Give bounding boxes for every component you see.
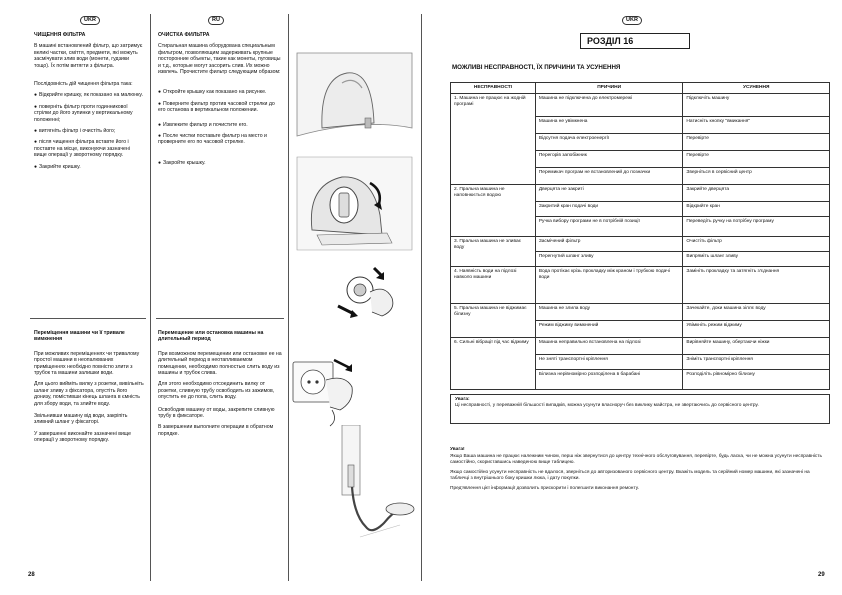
fault-cell: 2. Пральна машина не наповнюється водою xyxy=(451,185,536,237)
section-title: МОЖЛИВІ НЕСПРАВНОСТІ, ЇХ ПРИЧИНИ ТА УСУНЕННЯ xyxy=(452,64,621,71)
ru-move-text: При возможном перемещении или остановке ее на длительный период в неотапливаемом помещении, необходимо полностью слить воду из машины и трубок слива. xyxy=(158,350,282,377)
cause-cell: Дверцята не закриті xyxy=(535,185,683,202)
uk-move-text: Звільнивши машину від води, закріпіть зливний шланг у фіксаторі. xyxy=(34,413,128,426)
fix-cell: Відкрийте кран xyxy=(683,202,830,217)
cause-cell: Перегнутий шланг зливу xyxy=(535,252,683,267)
fix-cell: Вирівняйте машину, обертаючи ніжки xyxy=(683,338,830,355)
cause-cell: Ручка вибору програми не в потрібній позиції xyxy=(535,217,683,237)
table-row xyxy=(451,304,830,321)
cause-cell: Перемикач програм не встановлений до позначки xyxy=(535,168,683,185)
cause-cell: Не зняті транспортні кріплення xyxy=(535,355,683,370)
ru-step: ● После чистки поставьте фильтр на место и проверните его по часовой стрелке. xyxy=(158,133,282,146)
table-row xyxy=(451,267,830,304)
ru-move-text: Для этого необходимо отсоединить вилку от розетки, сливную трубу освободить из зажимов, опустить ее до пола, слить воду. xyxy=(158,381,275,401)
illustration-divider xyxy=(288,14,289,581)
cause-cell: Перегорів запобіжник xyxy=(535,151,683,168)
fix-cell: Закрийте дверцята xyxy=(683,185,830,202)
drain-hose-illustration xyxy=(340,425,420,553)
table-row xyxy=(451,185,830,202)
uk-step: ● після чищення фільтра вставте його і поставте на місце, виконуючи зазначені вище операції у зворотному порядку. xyxy=(34,139,144,158)
section-number: РОЗДІЛ 16 xyxy=(580,33,690,49)
fault-cell: 6. Сильні вібрації під час віджиму xyxy=(451,338,536,390)
fix-cell: Увімкніть режим віджиму xyxy=(683,321,830,338)
ru-move-text: Освободив машину от воды, закрепите сливную трубу в фиксаторе. xyxy=(158,406,275,420)
fix-cell: Зачекайте, доки машина зіллє воду xyxy=(683,304,830,321)
fault-cell: 3. Пральна машина не зливає воду xyxy=(451,237,536,267)
fault-cell: 1. Машина не працює на жодній програмі xyxy=(451,94,536,185)
uk-step: ● поверніть фільтр проти годинникової стрілки до його зупинки у вертикальному положенні; xyxy=(34,104,144,123)
fault-cell: 5. Пральна машина не віджимає білизну xyxy=(451,304,536,338)
page-number-left: 28 xyxy=(28,572,35,578)
right-separator xyxy=(156,318,284,319)
center-divider xyxy=(421,14,422,581)
attention-note xyxy=(450,394,830,424)
troubleshooting-table xyxy=(450,82,830,390)
service-info-paragraph: Якщо самостійно усунути несправність не вдалося, зверніться до авторизованого сервісного центру. Вкажіть модель та серійний номер машини, які зазначені на табличці з внутрішнього боку кришки люка, і дату покупки. xyxy=(450,470,810,481)
uk-move-text: При можливих переміщеннях чи тривалому простої машини в неопалюваних приміщеннях необхідно повністю злити з трубок та машини залишки води. xyxy=(34,350,140,377)
ru-column xyxy=(158,32,282,171)
uk-move-column xyxy=(34,330,144,449)
fix-cell: Очистіть фільтр xyxy=(683,237,830,252)
fix-cell: Випряміть шланг зливу xyxy=(683,252,830,267)
uk-move-heading: Переміщення машини чи її тривале вимкнення xyxy=(34,330,125,343)
table-row xyxy=(451,338,830,355)
cause-cell: Відсутня подача електроенергії xyxy=(535,134,683,151)
cause-cell: Машина не увімкнена xyxy=(535,117,683,134)
fix-cell: Розподіліть рівномірно білизну xyxy=(683,370,830,390)
uk-intro: В машині встановлений фільтр, що затримує великі частки, сміття, предмети, які можуть засмічувати злив води (монети, гудзики тощо). Їх потім витягти з фільтра. xyxy=(34,43,143,69)
fix-cell: Зверніться в сервісний центр xyxy=(683,168,830,185)
note-title: Увага: xyxy=(455,397,470,402)
ru-step: ● Откройте крышку как показано на рисунке. xyxy=(158,89,282,95)
filter-removal-illustration xyxy=(330,262,410,324)
page-number-right: 29 xyxy=(818,572,825,578)
fix-cell: Натисніть кнопку "вмикання" xyxy=(683,117,830,134)
fix-cell: Замініть прокладку та затягніть з'єднання xyxy=(683,267,830,304)
fix-cell: Зніміть транспортні кріплення xyxy=(683,355,830,370)
page-divider xyxy=(150,14,151,581)
table-row xyxy=(451,237,830,252)
plug-removal-illustration xyxy=(290,352,360,427)
uk-move-text: Для цього вийміть вилку з розетки, вивільніть шланг зливу з фіксатора, опустіть його донизу, помістивши кінець шланга в ємність для збору води, та злийте воду. xyxy=(34,381,144,407)
cause-cell: Закритий кран подачі води xyxy=(535,202,683,217)
cause-cell: Засмічений фільтр xyxy=(535,237,683,252)
ru-step: ● Поверните фильтр против часовой стрелки до его останова в вертикальном положении. xyxy=(158,101,282,114)
service-info xyxy=(450,447,830,496)
ru-step: ● Закройте крышку. xyxy=(158,160,282,166)
table-header: ПРИЧИНИ xyxy=(535,83,683,94)
language-badge-right: UKR xyxy=(622,16,642,25)
cause-cell: Машина не злила воду xyxy=(535,304,683,321)
language-badge-uk: UKR xyxy=(80,16,100,25)
cause-cell: Машина неправильно встановлена на підлозі xyxy=(535,338,683,355)
ru-move-text: В завершении выполните операции в обратном порядке. xyxy=(158,424,274,437)
ru-heading: ОЧИСТКА ФИЛЬТРА xyxy=(158,32,210,38)
cause-cell: Білизна нерівномірно розподілена в барабані xyxy=(535,370,683,390)
uk-step: ● Закрийте кришку. xyxy=(34,164,144,170)
filter-cover-illustration xyxy=(292,48,417,148)
table-row xyxy=(451,94,830,117)
uk-heading: ЧИЩЕННЯ ФІЛЬТРА xyxy=(34,32,86,38)
fix-cell: Підключіть машину xyxy=(683,94,830,117)
left-separator xyxy=(30,318,146,319)
language-badge-ru: RU xyxy=(208,16,224,25)
table-header: УСУНЕННЯ xyxy=(683,83,830,94)
note-text: Ці несправності, у переважній більшості випадків, можна усунути власноруч без виклику майстра, не звертаючись до сервісного центру. xyxy=(455,402,759,408)
uk-step: ● Відкрийте кришку, як показано на малюнку. xyxy=(34,92,144,98)
cause-cell: Режим віджиму вимкнений xyxy=(535,321,683,338)
fix-cell: Перевірте xyxy=(683,151,830,168)
table-header: НЕСПРАВНОСТІ xyxy=(451,83,536,94)
ru-move-column xyxy=(158,330,282,442)
uk-steps-title: Послідовність дій чищення фільтра така: xyxy=(34,81,133,88)
fix-cell: Переведіть ручку на потрібну програму xyxy=(683,217,830,237)
service-info-paragraph: Якщо Ваша машина не працює належним чином, перш ніж звернутися до центру технічного обслуговування, перевірте, будь ласка, чи не можна усунути несправність самостійно, скориставшись наведеною вище таблицею. xyxy=(450,454,823,465)
ru-move-heading: Перемещение или остановка машины на длительный период xyxy=(158,330,264,343)
fix-cell: Перевірте xyxy=(683,134,830,151)
filter-rotate-illustration xyxy=(292,155,417,255)
cause-cell: Вода протікає крізь прокладку між краном і трубкою подачі води xyxy=(535,267,683,304)
ru-intro: Стиральная машина оборудована специальным фильтром, позволяющим задерживать крупные посторонние объекты, такие как монеты, пуговицы и т.д., которые могут засорить слив. Их можно извлечь. Прочистите фильтр следующим образом: xyxy=(158,43,281,76)
uk-column xyxy=(34,32,144,175)
service-info-paragraph: Пред'явлення цієї інформації дозволить прискорити і полегшити виконання ремонту. xyxy=(450,486,639,491)
fault-cell: 4. Наявність води на підлозі навколо машини xyxy=(451,267,536,304)
cause-cell: Машина не підключена до електромережі xyxy=(535,94,683,117)
ru-step: ● Извлеките фильтр и почистите его. xyxy=(158,122,282,128)
uk-step: ● витягніть фільтр і очистіть його; xyxy=(34,128,144,134)
uk-move-text: У завершенні виконайте зазначені вище операції у зворотному порядку. xyxy=(34,430,132,444)
service-info-title: Увага! xyxy=(450,447,465,452)
